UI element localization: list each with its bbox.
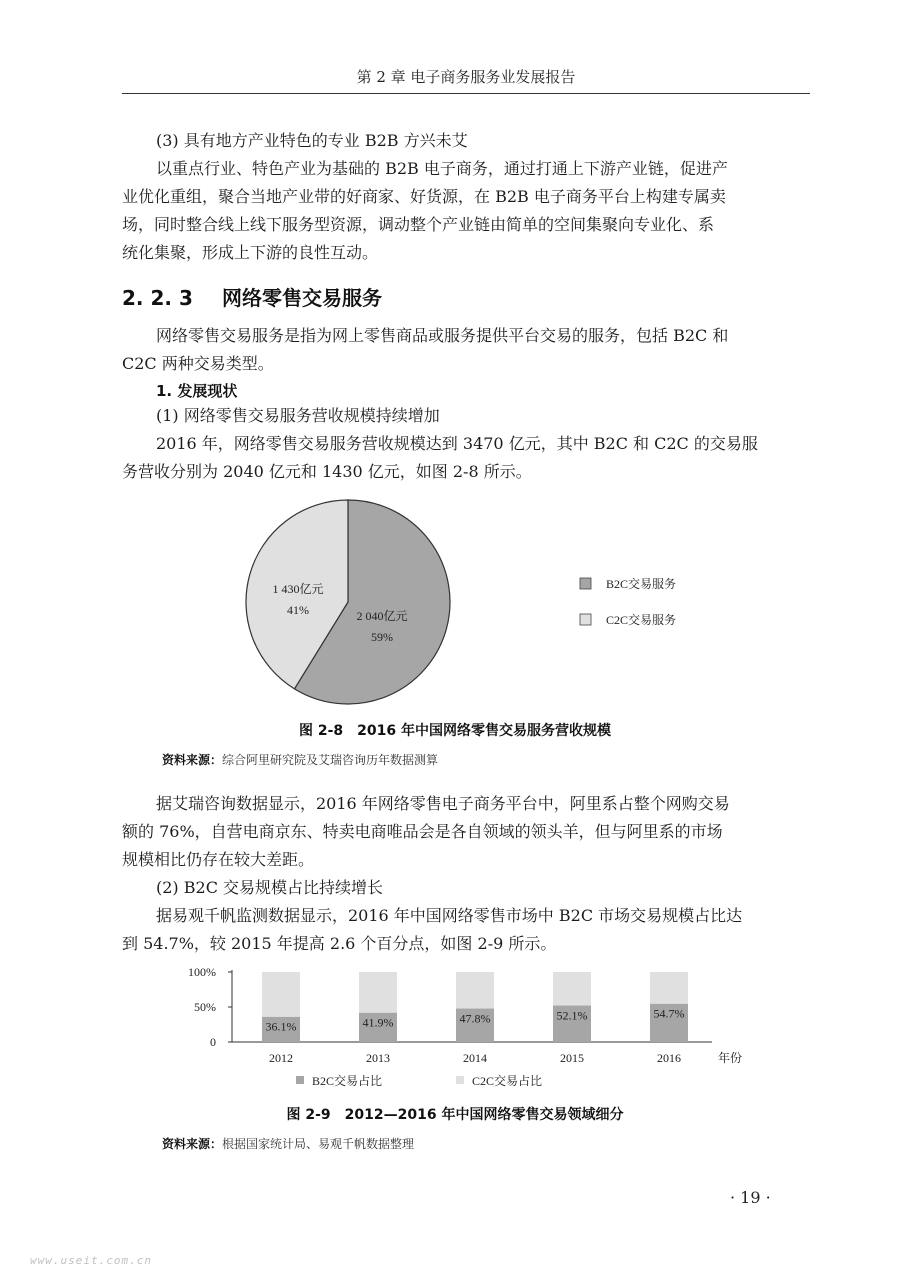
source-label: 资料来源：	[162, 753, 223, 767]
source-text: 根据国家统计局、易观千帆数据整理	[222, 1137, 415, 1151]
section-number: 2. 2. 3	[122, 286, 193, 310]
bar-legend	[296, 1073, 542, 1088]
bar-c2c	[553, 972, 591, 1006]
y-tick-label: 100%	[188, 965, 216, 979]
b2b-heading: (3) 具有地方产业特色的专业 B2B 方兴未艾	[156, 131, 468, 150]
bar-c2c	[456, 972, 494, 1009]
bar-c2c	[262, 972, 300, 1017]
bar-legend-label: B2C交易占比	[312, 1074, 383, 1088]
running-header: 第 2 章 电子商务服务业发展报告	[356, 68, 576, 86]
x-tick-label: 2012	[269, 1051, 293, 1065]
source-label: 资料来源：	[162, 1137, 223, 1151]
bar-data-label: 36.1%	[265, 1019, 297, 1034]
x-tick-label: 2014	[463, 1051, 487, 1065]
intro-line-2: C2C 两种交易类型。	[122, 354, 274, 373]
item2-line-1: 据易观千帆监测数据显示，2016 年中国网络零售市场中 B2C 市场交易规模占比达	[156, 906, 743, 925]
item1-line-2: 务营收分别为 2040 亿元和 1430 亿元，如图 2-8 所示。	[122, 462, 532, 481]
pie-value-label: 2 040亿元	[356, 609, 408, 623]
figure-2-9-source	[162, 1135, 414, 1152]
item1-heading: (1) 网络零售交易服务营收规模持续增加	[156, 406, 440, 425]
bar-data-label: 52.1%	[556, 1008, 588, 1023]
x-tick-label: 2013	[366, 1051, 390, 1065]
bar-data-label: 47.8%	[459, 1011, 491, 1026]
bar-c2c	[359, 972, 397, 1013]
bar-data-label: 41.9%	[362, 1015, 394, 1030]
b2b-line-1: 以重点行业、特色产业为基础的 B2B 电子商务，通过打通上下游产业链，促进产	[156, 159, 728, 178]
subsection-heading: 1. 发展现状	[156, 382, 238, 400]
pie-legend-label: C2C交易服务	[606, 613, 677, 627]
b2b-line-2: 业优化重组，聚合当地产业带的好商家、好货源，在 B2B 电子商务平台上构建专属卖	[122, 187, 726, 206]
ali-line-3: 规模相比仍存在较大差距。	[122, 850, 315, 869]
ali-line-1: 据艾瑞咨询数据显示，2016 年网络零售电子商务平台中，阿里系占整个网购交易	[156, 794, 730, 813]
page-number: · 19 ·	[730, 1188, 771, 1207]
x-tick-label: 2016	[657, 1051, 681, 1065]
item2-heading: (2) B2C 交易规模占比持续增长	[156, 878, 384, 897]
pie-value-label: 1 430亿元	[272, 582, 324, 596]
pie-percent-label: 41%	[287, 603, 309, 617]
figure-2-8-caption: 图 2-8 2016 年中国网络零售交易服务营收规模	[298, 723, 611, 739]
x-tick-label: 2015	[560, 1051, 584, 1065]
item1-line-1: 2016 年，网络零售交易服务营收规模达到 3470 亿元，其中 B2C 和 C2C 的交易服	[156, 434, 758, 453]
section-title: 网络零售交易服务	[222, 286, 382, 310]
item2-line-2: 到 54.7%，较 2015 年提高 2.6 个百分点，如图 2-9 所示。	[122, 934, 557, 953]
bar-legend-swatch	[296, 1076, 304, 1084]
x-axis-label: 年份	[718, 1051, 743, 1065]
figure-2-9-caption: 图 2-9 2012—2016 年中国网络零售交易领域细分	[286, 1107, 624, 1123]
intro-line-1: 网络零售交易服务是指为网上零售商品或服务提供平台交易的服务，包括 B2C 和	[156, 326, 729, 345]
b2b-line-3: 场，同时整合线上线下服务型资源，调动整个产业链由简单的空间集聚向专业化、系	[122, 215, 715, 234]
pie-legend-label: B2C交易服务	[606, 577, 677, 591]
bar-legend-label: C2C交易占比	[472, 1074, 543, 1088]
pie-percent-label: 59%	[371, 630, 393, 644]
source-text: 综合阿里研究院及艾瑞咨询历年数据测算	[222, 753, 439, 767]
y-tick-label: 50%	[194, 1000, 216, 1014]
watermark: www.useit.com.cn	[30, 1254, 152, 1267]
bar-legend-swatch	[456, 1076, 464, 1084]
bar-marks	[262, 972, 688, 1042]
bar-data-label: 54.7%	[653, 1006, 685, 1021]
ali-line-2: 额的 76%，自营电商京东、特卖电商唯品会是各自领域的领头羊，但与阿里系的市场	[122, 822, 723, 841]
y-tick-label: 0	[210, 1035, 216, 1049]
b2b-line-4: 统化集聚，形成上下游的良性互动。	[122, 243, 379, 262]
bar-c2c	[650, 972, 688, 1004]
